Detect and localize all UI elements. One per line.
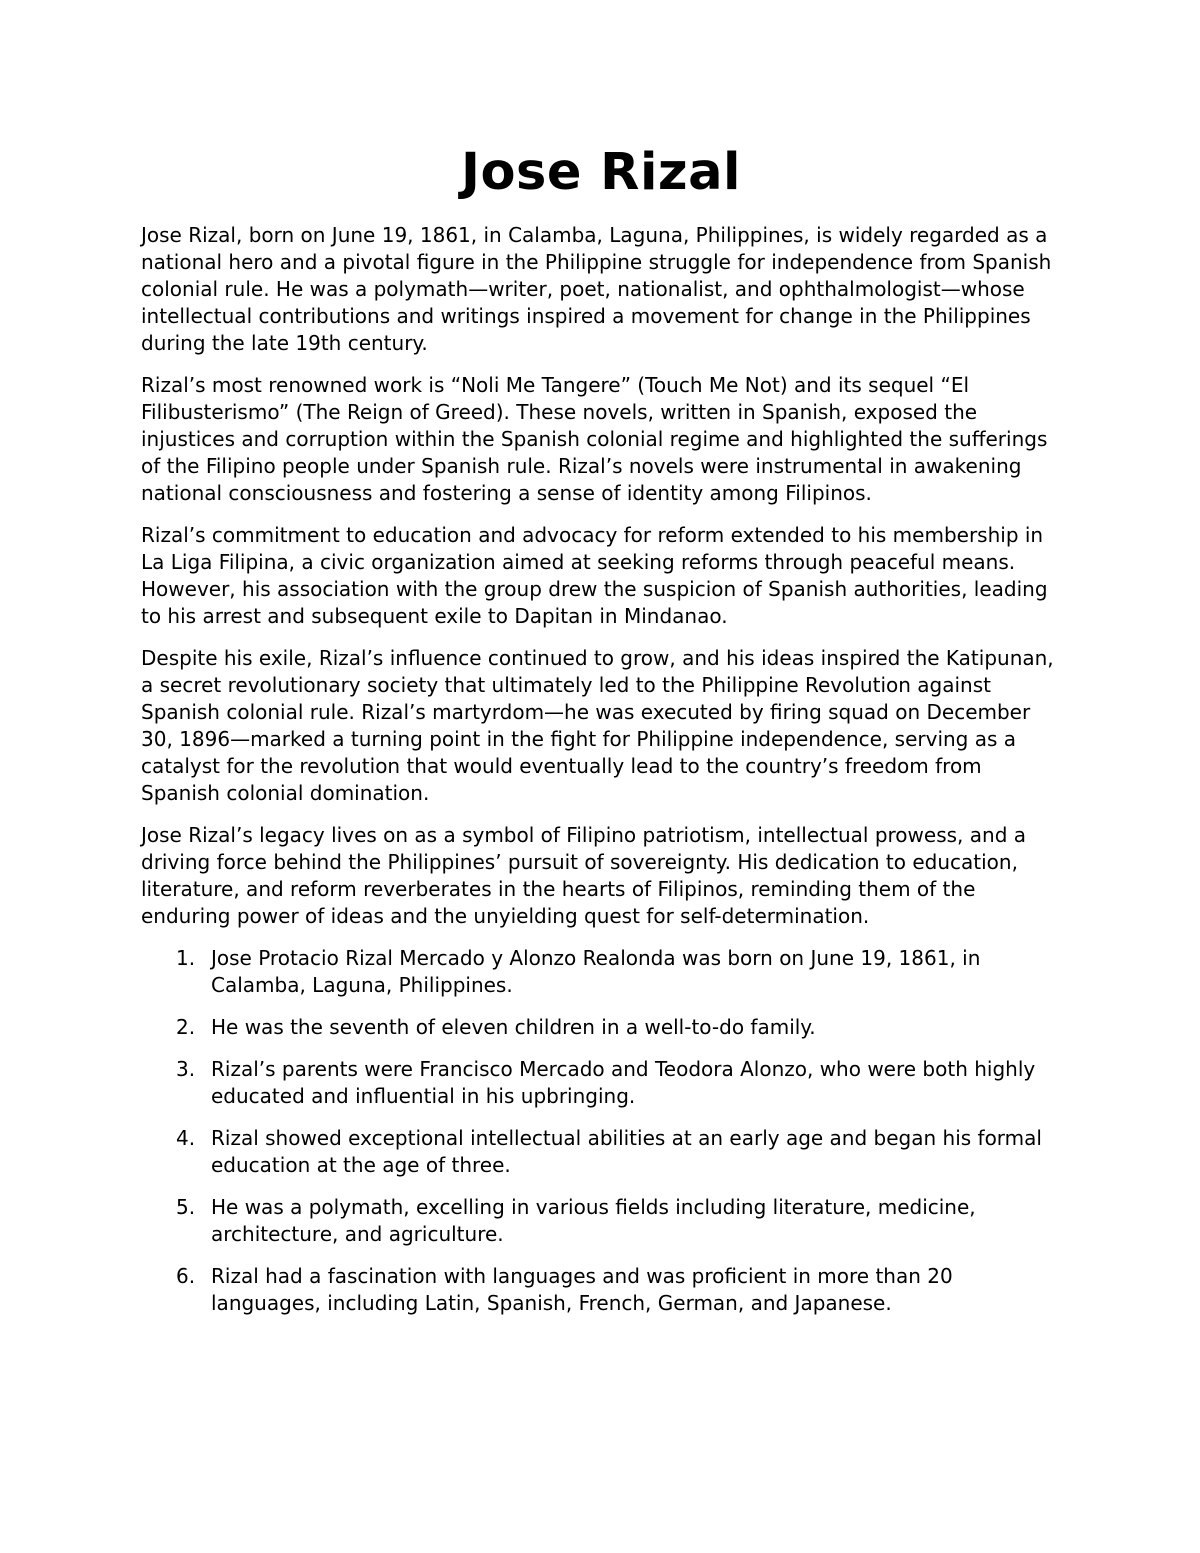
list-item	[141, 1194, 1061, 1248]
list-item	[141, 1125, 1061, 1179]
list-number: 4.	[176, 1126, 196, 1150]
paragraph-exile: Despite his exile, Rizal’s influence continued to grow, and his ideas inspired the Katipunan, a secret revolutionary society that ultimately led to the Philippine Revolution against Spanish colonial rule. Rizal’s martyrdom—he was executed by firing squad on December 30, 1896—marked a turning point in the fight for Philippine independence, serving as a catalyst for the revolution that would eventually lead to the country’s freedom from Spanish colonial domination.	[141, 646, 1054, 805]
list-text: Rizal had a fascination with languages and was proficient in more than 20 languages, including Latin, Spanish, French, German, and Japanese.	[211, 1264, 953, 1315]
facts-list	[141, 945, 1061, 1317]
list-number: 3.	[176, 1057, 196, 1081]
document-page	[141, 140, 1061, 1332]
list-text: He was the seventh of eleven children in a well-to-do family.	[211, 1015, 816, 1039]
paragraph-liga-filipina: Rizal’s commitment to education and advocacy for reform extended to his membership in La Liga Filipina, a civic organization aimed at seeking reforms through peaceful means. However, his association with the group drew the suspicion of Spanish authorities, leading to his arrest and subsequent exile to Dapitan in Mindanao.	[141, 523, 1048, 628]
paragraph-novels: Rizal’s most renowned work is “Noli Me Tangere” (Touch Me Not) and its sequel “El Filibusterismo” (The Reign of Greed). These novels, written in Spanish, exposed the injustices and corruption within the Spanish colonial regime and highlighted the sufferings of the Filipino people under Spanish rule. Rizal’s novels were instrumental in awakening national consciousness and fostering a sense of identity among Filipinos.	[141, 373, 1048, 505]
paragraph-legacy: Jose Rizal’s legacy lives on as a symbol of Filipino patriotism, intellectual prowess, and a driving force behind the Philippines’ pursuit of sovereignty. His dedication to education, literature, and reform reverberates in the hearts of Filipinos, reminding them of the enduring power of ideas and the unyielding quest for self-determination.	[141, 823, 1026, 928]
list-number: 2.	[176, 1015, 196, 1039]
list-item	[141, 1263, 1061, 1317]
list-item	[141, 945, 1061, 999]
list-item	[141, 1056, 1061, 1110]
list-number: 5.	[176, 1195, 196, 1219]
paragraph-intro: Jose Rizal, born on June 19, 1861, in Calamba, Laguna, Philippines, is widely regarded as a national hero and a pivotal figure in the Philippine struggle for independence from Spanish colonial rule. He was a polymath—writer, poet, nationalist, and ophthalmologist—whose intellectual contributions and writings inspired a movement for change in the Philippines during the late 19th century.	[141, 223, 1052, 355]
list-text: Rizal’s parents were Francisco Mercado and Teodora Alonzo, who were both highly educated and influential in his upbringing.	[211, 1057, 1036, 1108]
list-text: He was a polymath, excelling in various fields including literature, medicine, architecture, and agriculture.	[211, 1195, 976, 1246]
document-title: Jose Rizal	[460, 143, 742, 202]
list-number: 1.	[176, 946, 196, 970]
list-number: 6.	[176, 1264, 196, 1288]
list-item	[141, 1014, 1061, 1041]
list-text: Jose Protacio Rizal Mercado y Alonzo Realonda was born on June 19, 1861, in Calamba, Laguna, Philippines.	[211, 946, 981, 997]
list-text: Rizal showed exceptional intellectual abilities at an early age and began his formal education at the age of three.	[211, 1126, 1042, 1177]
